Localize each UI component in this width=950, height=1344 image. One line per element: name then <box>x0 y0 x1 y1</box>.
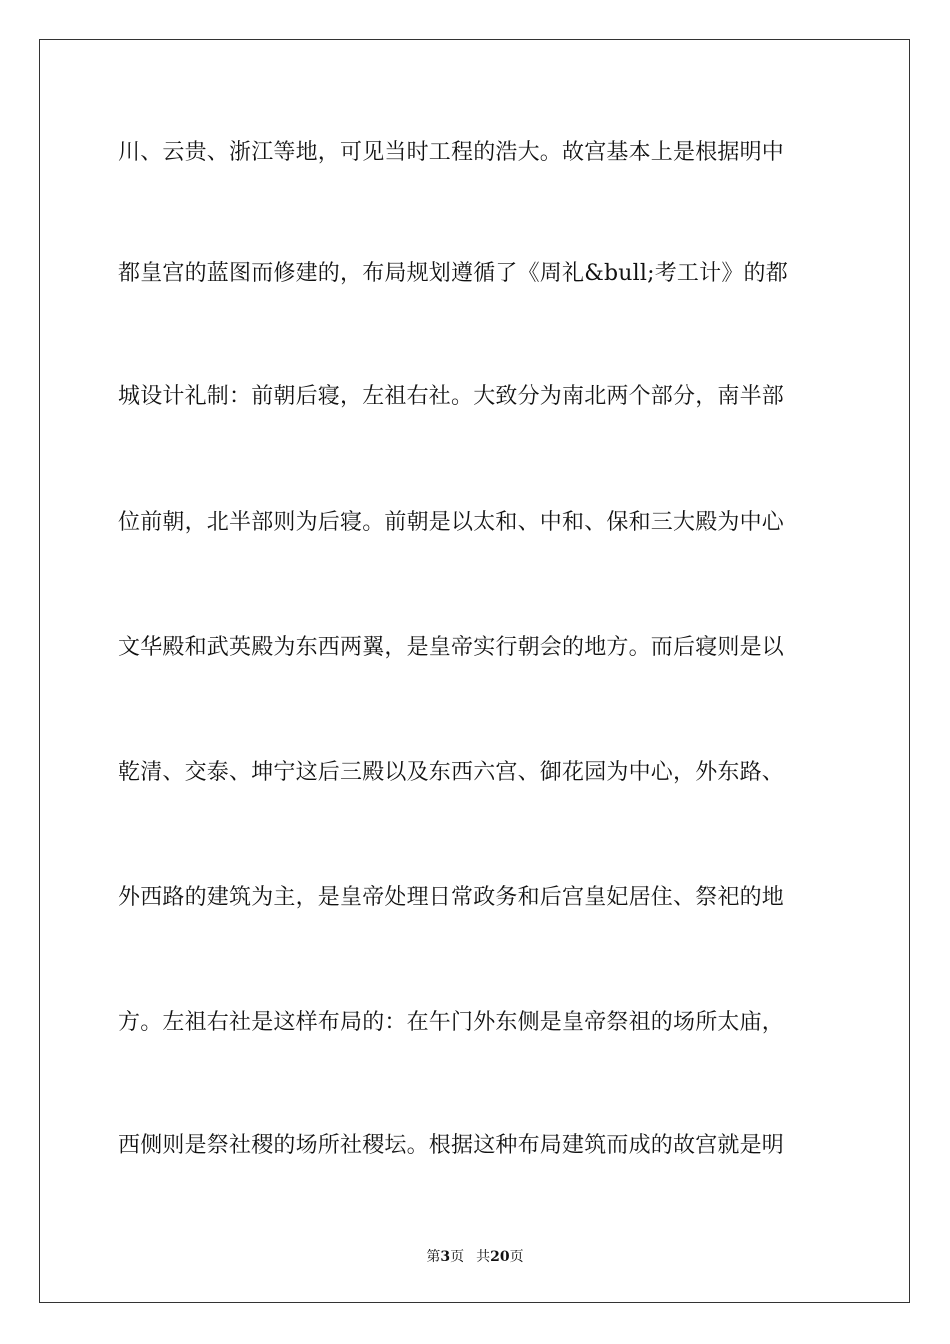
text-line: 文华殿和武英殿为东西两翼，是皇帝实行朝会的地方。而后寝则是以 <box>118 635 785 660</box>
text-line: 川、云贵、浙江等地，可见当时工程的浩大。故宫基本上是根据明中 <box>118 140 785 165</box>
total-prefix: 共 <box>476 1249 491 1265</box>
total-suffix: 页 <box>509 1249 524 1265</box>
page-footer <box>0 1248 950 1266</box>
page-suffix: 页 <box>450 1249 465 1265</box>
text-line: 城设计礼制：前朝后寝，左祖右社。大致分为南北两个部分，南半部 <box>118 384 785 409</box>
text-line: 乾清、交泰、坤宁这后三殿以及东西六宫、御花园为中心，外东路、 <box>118 760 785 785</box>
text-line: 方。左祖右社是这样布局的：在午门外东侧是皇帝祭祖的场所太庙， <box>118 1010 785 1035</box>
page-prefix: 第 <box>426 1249 441 1265</box>
text-line: 西侧则是祭社稷的场所社稷坛。根据这种布局建筑而成的故宫就是明 <box>118 1133 785 1158</box>
total-pages: 20 <box>490 1249 510 1265</box>
page-number: 3 <box>440 1249 451 1265</box>
text-line: 位前朝，北半部则为后寝。前朝是以太和、中和、保和三大殿为中心 <box>118 510 785 535</box>
text-line: 外西路的建筑为主，是皇帝处理日常政务和后宫皇妃居住、祭祀的地 <box>118 885 785 910</box>
page-border <box>39 39 910 1303</box>
text-line: 都皇宫的蓝图而修建的，布局规划遵循了《周礼&bull;考工计》的都 <box>118 261 788 286</box>
